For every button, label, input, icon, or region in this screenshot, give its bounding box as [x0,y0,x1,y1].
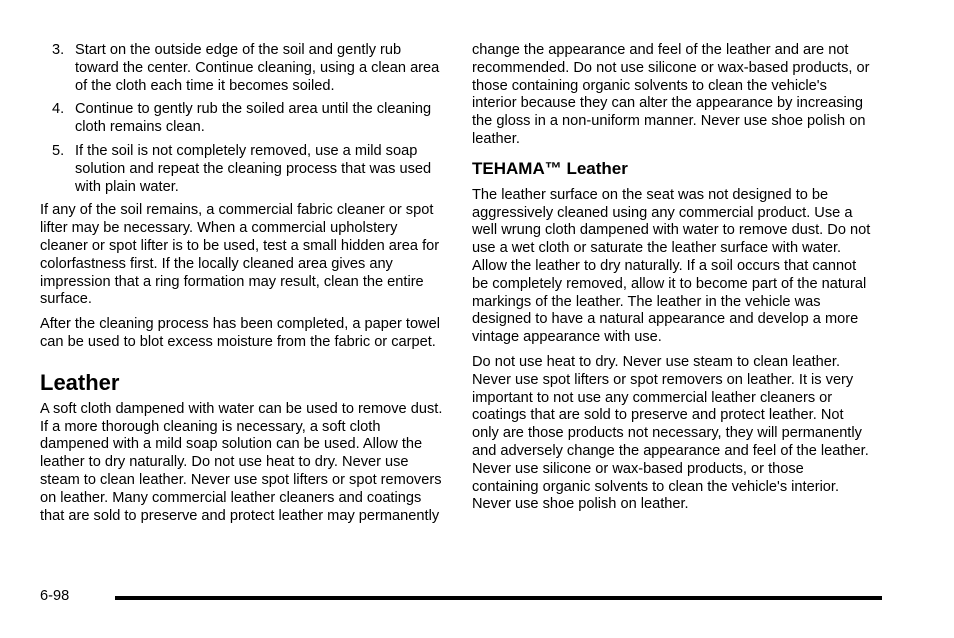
continued-paragraph: change the appearance and feel of the leather and are not recommended. Do not use silicone or wax-based products, or those containing organic solvents to clean the vehicle's interior because they can alter the appearance by increasing the gloss in a non-uniform manner. Never use shoe polish on leather. [472,42,870,147]
right-column [472,42,874,521]
cleaning-steps-list [40,42,444,196]
list-item-text: Continue to gently rub the soiled area until the cleaning cloth remains clean. [75,101,432,136]
tehama-paragraph-2: Do not use heat to dry. Never use steam to clean leather. Never use spot lifters or spot removers on leather. It is very important to not use any commercial leather cleaners or coatings that are sold to preserve and protect leather. Not only are those products not necessary, they will permanently and adversely change the appearance and feel of the leather. Never use silicone or wax-based products, or those containing organic solvents to clean the vehicle's interior. Never use shoe polish on leather. [472,353,869,513]
list-item [40,42,444,95]
blot-moisture-paragraph: After the cleaning process has been completed, a paper towel can be used to blot excess moisture from the fabric or carpet. [40,316,440,350]
soil-remains-paragraph: If any of the soil remains, a commercial fabric cleaner or spot lifter may be necessary. When a commercial upholstery cleaner or spot lifter is to be used, test a small hidden area for colorfastness first. If the locally cleaned area gives any impression that a ring formation may result, clean the entire surface. [40,202,440,308]
leather-paragraph: A soft cloth dampened with water can be used to remove dust. If a more thorough cleaning is necessary, a soft cloth dampened with a mild soap solution can be used. Allow the leather to dry naturally. Do not use heat to dry. Never use steam to clean leather. Never use spot lifters or spot removers on leather. Many commercial leather cleaners and coatings that are sold to preserve and protect leather may permanently [40,400,443,524]
list-item [40,143,444,196]
list-item-number: 4. [52,101,65,118]
list-item-text: Start on the outside edge of the soil and gently rub toward the center. Continue cleaning, using a clean area of the cloth each time it becomes soiled. [75,42,440,94]
page-number: 6-98 [40,588,70,604]
list-item-number: 5. [52,142,65,159]
tehama-leather-heading: TEHAMA™ Leather [472,158,628,178]
list-item-text: If the soil is not completely removed, use a mild soap solution and repeat the cleaning process that was used with plain water. [75,142,432,195]
tehama-paragraph-1: The leather surface on the seat was not designed to be aggressively cleaned using any commercial product. Use a well wrung cloth dampened with water to remove dust. Do not use a wet cloth or saturate the leather surface with water. Allow the leather to dry naturally. If a soil occurs that cannot be completely removed, allow it to become part of the natural markings of the leather. The leather in the vehicle was designed to have a natural appearance and develop a more vintage appearance with use. [472,186,871,346]
left-column [40,42,444,532]
list-item-number: 3. [52,42,65,58]
list-item [40,101,444,137]
footer-divider [115,596,882,600]
leather-heading: Leather [40,369,120,395]
